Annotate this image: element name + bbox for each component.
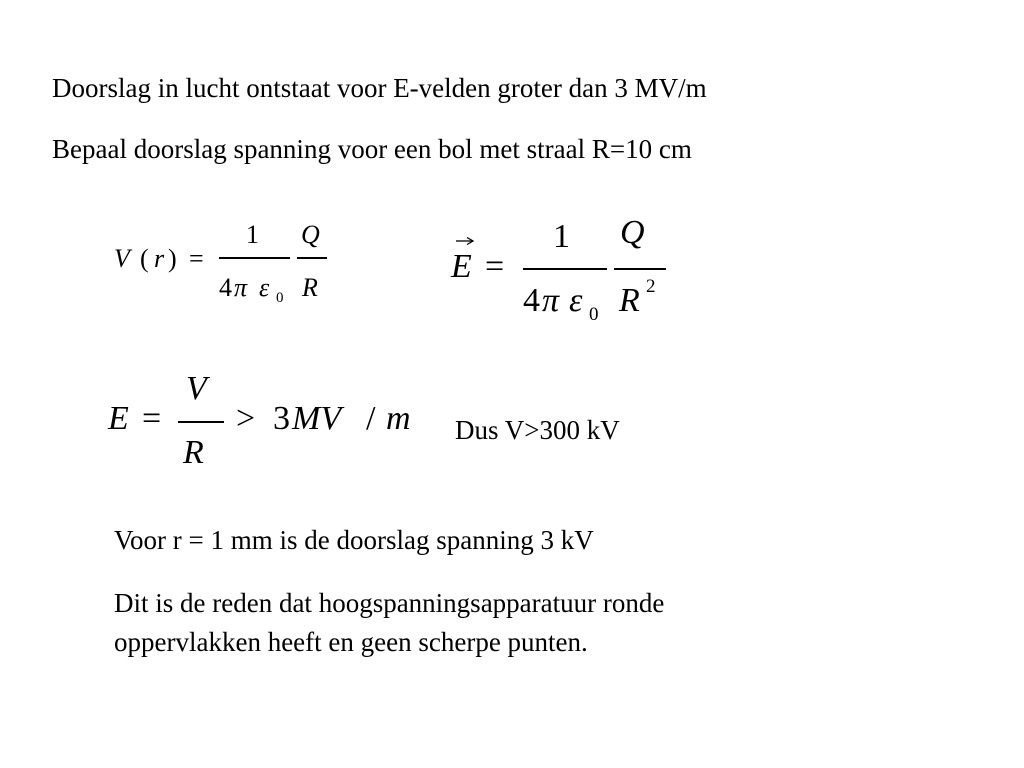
eq3-MV: MV (292, 400, 342, 437)
eq1-four: 4 (219, 273, 232, 302)
eq3-V: V (186, 370, 207, 407)
eq2-superscript-2: 2 (646, 276, 656, 297)
eq2-numerator-1: 1 (553, 218, 570, 255)
eq3-three: 3 (273, 400, 290, 437)
eq2-Q: Q (620, 214, 645, 251)
eq1-numerator-1: 1 (246, 220, 259, 249)
conclusion-voltage: Dus V>300 kV (455, 415, 620, 445)
eq3-m: m (386, 400, 411, 437)
eq2-pi: π (542, 282, 560, 319)
eq1-V: V (114, 244, 130, 273)
eq1-fraction-bar-2 (297, 257, 327, 259)
eq2-epsilon: ε (569, 282, 583, 319)
eq2-four: 4 (523, 282, 540, 319)
eq3-greater-than: > (236, 400, 256, 437)
eq1-Q: Q (301, 220, 320, 249)
eq2-R: R (619, 282, 640, 319)
eq1-r: r (154, 244, 165, 273)
eq2-equals: = (485, 248, 505, 285)
eq3-slash: / (366, 400, 376, 437)
eq3-equals: = (142, 400, 162, 437)
vector-arrow-icon (453, 236, 477, 246)
eq1-pi: π (234, 273, 248, 302)
eq1-R: R (302, 273, 318, 302)
eq3-R: R (183, 434, 204, 471)
small-radius-note: Voor r = 1 mm is de doorslag spanning 3 kV (114, 525, 594, 555)
eq1-rparen: ) (168, 244, 177, 273)
eq1-fraction-bar-1 (219, 257, 290, 259)
eq3-E: E (108, 400, 129, 437)
eq2-sub-zero: 0 (589, 304, 599, 325)
explanation-line-1: Dit is de reden dat hoogspanningsapparatuur ronde (114, 588, 665, 618)
eq1-equals: = (189, 244, 204, 273)
eq2-fraction-bar-1 (523, 268, 607, 270)
explanation-line-2: oppervlakken heeft en geen scherpe punten. (114, 627, 588, 657)
eq1-lparen: ( (140, 244, 149, 273)
eq1-epsilon: ε (259, 273, 270, 302)
eq2-E: E (451, 248, 472, 285)
intro-line-1: Doorslag in lucht ontstaat voor E-velden groter dan 3 MV/m (52, 73, 707, 103)
intro-line-2: Bepaal doorslag spanning voor een bol met straal R=10 cm (52, 134, 692, 164)
eq3-fraction-bar (178, 421, 224, 423)
eq2-fraction-bar-2 (614, 268, 666, 270)
eq1-sub-zero: 0 (276, 290, 284, 306)
